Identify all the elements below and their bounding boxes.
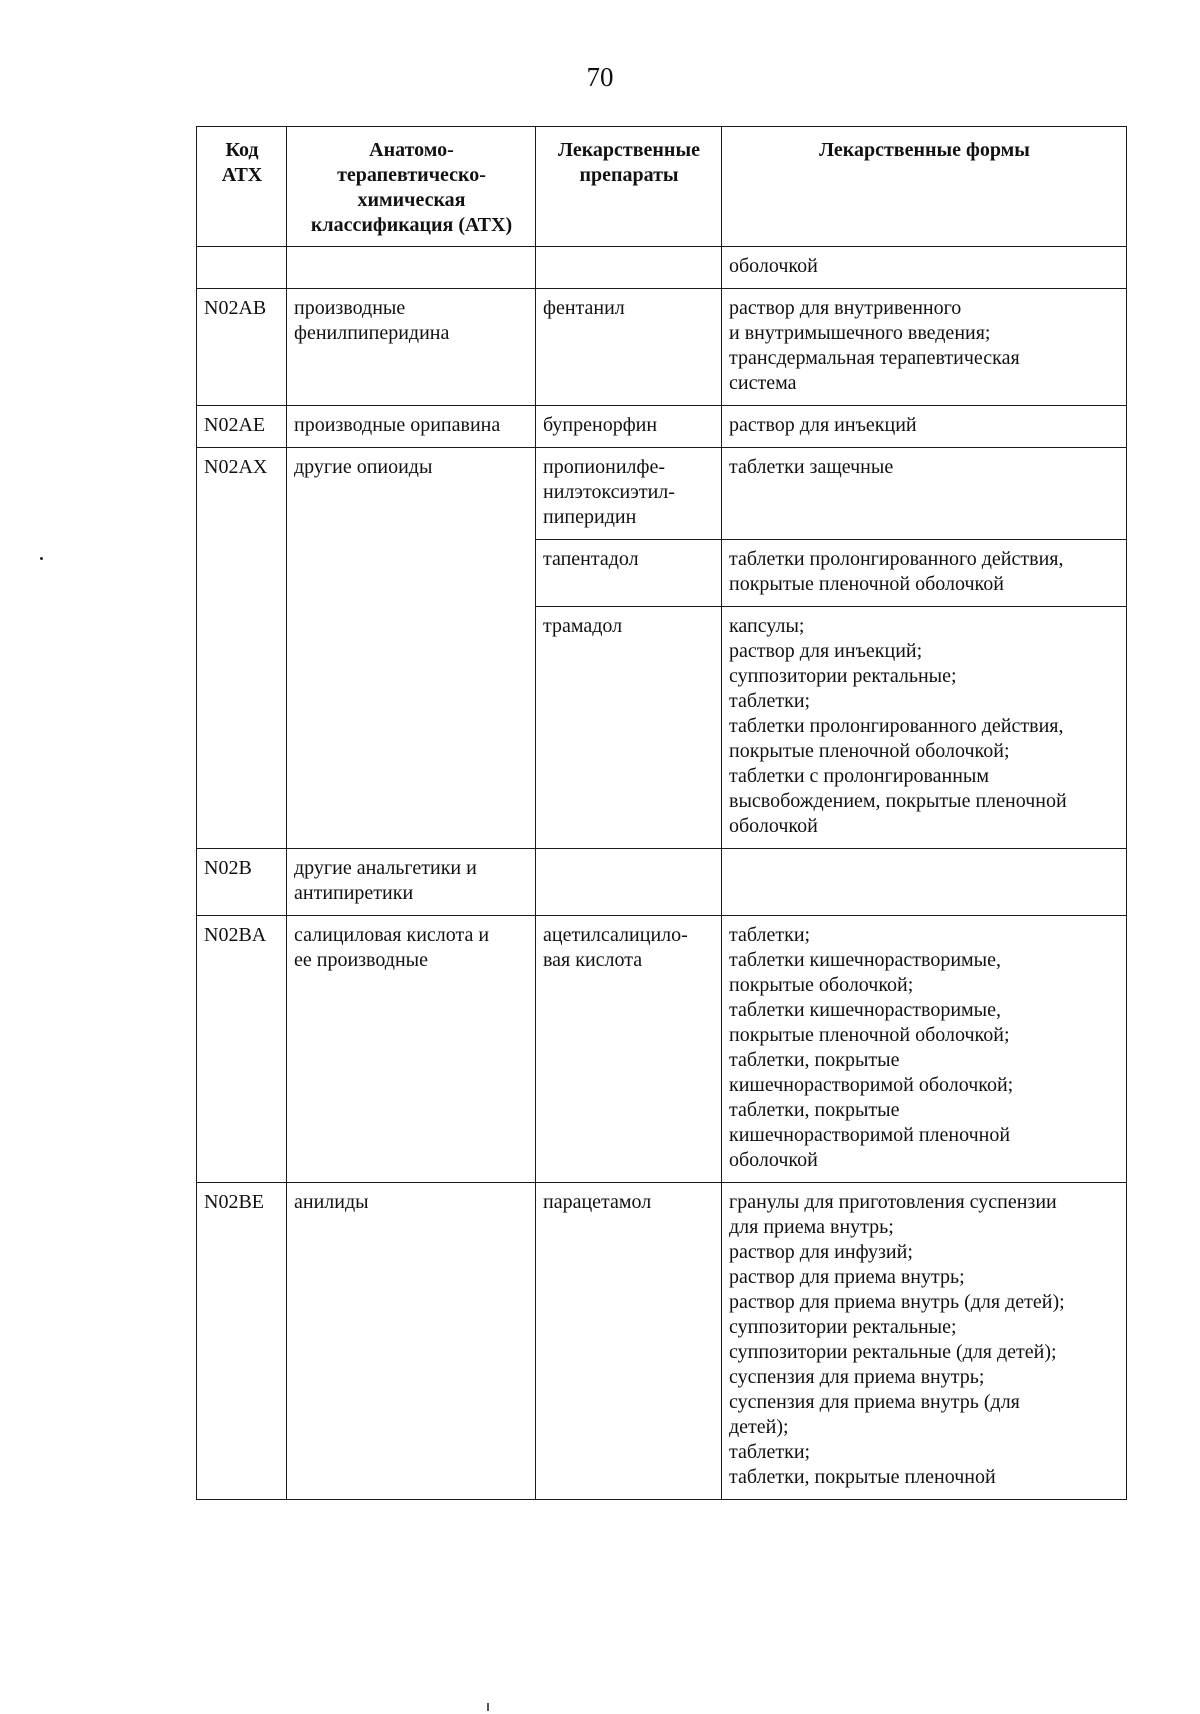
cell-drug: пропионилфе- нилэтоксиэтил- пиперидин [536,448,722,540]
table-row [197,406,1127,448]
cell-code: N02AB [197,289,287,406]
table-row [197,916,1127,1183]
stray-mark [40,557,43,560]
cell-forms: таблетки; таблетки кишечнорастворимые, покрытые оболочкой; таблетки кишечнорастворимые, покрытые пленочной оболочкой; таблетки, покрытые кишечнорастворимой оболочкой; таблетки, покрытые кишечнорастворимой пленочной оболочкой [722,916,1127,1183]
cell-classification: производные фенилпиперидина [287,289,536,406]
cell-forms: гранулы для приготовления суспензии для приема внутрь; раствор для инфузий; раствор для приема внутрь; раствор для приема внутрь (для детей); суппозитории ректальные; суппозитории ректальные (для детей); суспензия для приема внутрь; суспензия для приема внутрь (для детей); таблетки; таблетки, покрытые пленочной [722,1183,1127,1500]
cell-drug: ацетилсалицило- вая кислота [536,916,722,1183]
cell-drug: трамадол [536,607,722,849]
table-row [197,289,1127,406]
cell-classification: производные орипавина [287,406,536,448]
cell-forms: таблетки пролонгированного действия, покрытые пленочной оболочкой [722,540,1127,607]
header-drugs: Лекарственные препараты [536,127,722,247]
cell-code: N02BE [197,1183,287,1500]
cell-drug: фентанил [536,289,722,406]
cell-forms: раствор для внутривенного и внутримышечного введения; трансдермальная терапевтическая система [722,289,1127,406]
cell-code: N02AX [197,448,287,849]
table-header-row [197,127,1127,247]
cell-code: N02AE [197,406,287,448]
cell-forms: капсулы; раствор для инъекций; суппозитории ректальные; таблетки; таблетки пролонгированного действия, покрытые пленочной оболочкой; таблетки с пролонгированным высвобождением, покрытые пленочной оболочкой [722,607,1127,849]
cell-classification [287,247,536,289]
cell-classification: другие анальгетики и антипиретики [287,849,536,916]
table-row [197,1183,1127,1500]
cell-drug: бупренорфин [536,406,722,448]
page-number: 70 [586,62,614,92]
cell-classification: салициловая кислота и ее производные [287,916,536,1183]
cell-forms: раствор для инъекций [722,406,1127,448]
atc-table [196,126,1127,1500]
header-forms: Лекарственные формы [722,127,1127,247]
cell-forms: оболочкой [722,247,1127,289]
table-row [197,448,1127,540]
cell-drug [536,849,722,916]
cell-forms [722,849,1127,916]
header-classification: Анатомо- терапевтическо- химическая классификация (АТХ) [287,127,536,247]
cell-drug: парацетамол [536,1183,722,1500]
table-row [197,849,1127,916]
cell-drug: тапентадол [536,540,722,607]
header-code: Код АТХ [197,127,287,247]
cell-forms: таблетки защечные [722,448,1127,540]
table-row [197,247,1127,289]
cell-classification: другие опиоиды [287,448,536,849]
cell-code: N02BA [197,916,287,1183]
cell-code [197,247,287,289]
cell-drug [536,247,722,289]
stray-mark-bottom [487,1703,489,1711]
cell-code: N02B [197,849,287,916]
cell-classification: анилиды [287,1183,536,1500]
